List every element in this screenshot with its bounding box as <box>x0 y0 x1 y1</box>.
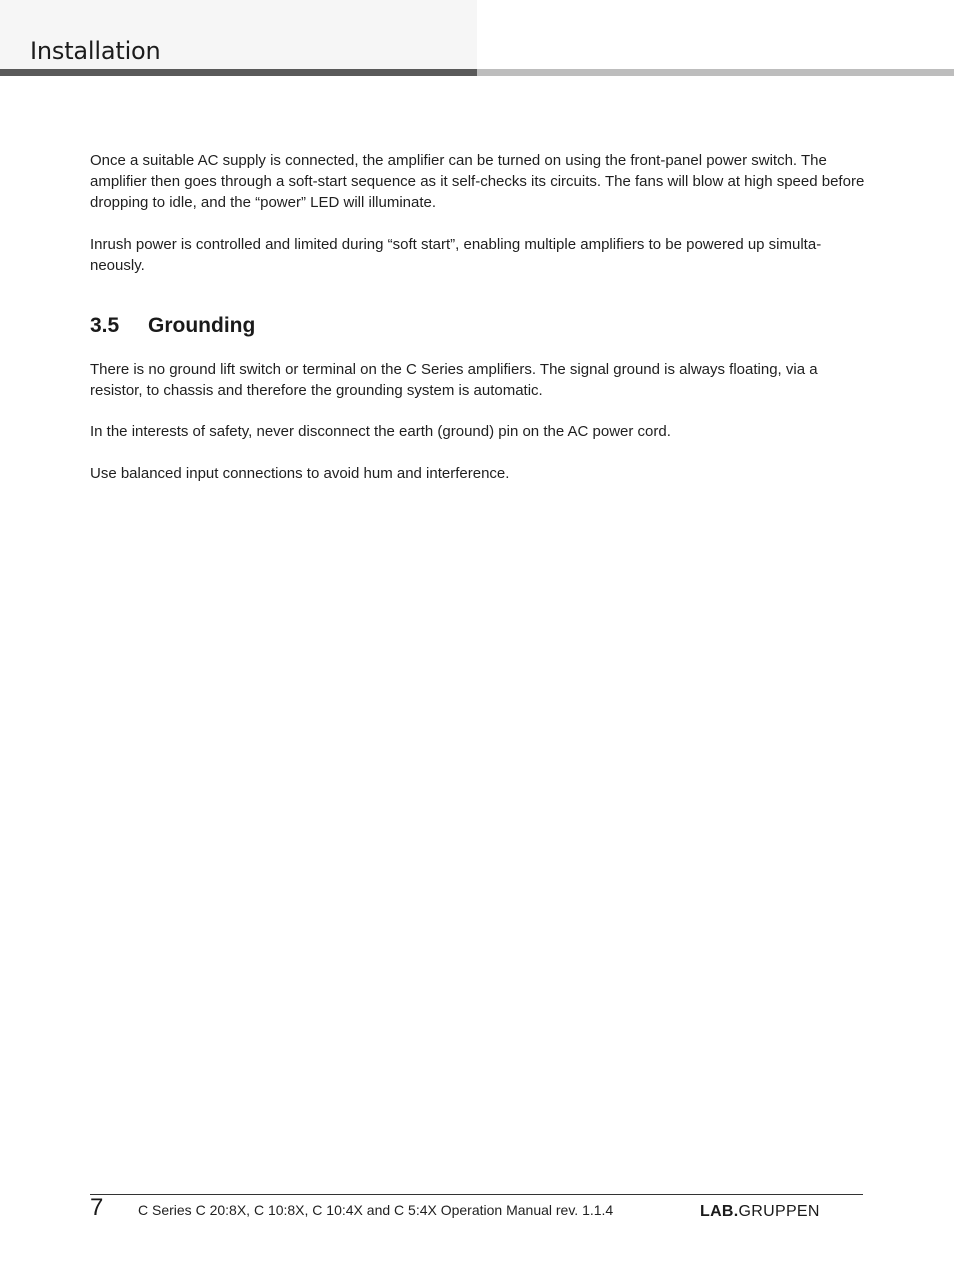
logo-gruppen-text: GRUPPEN <box>738 1203 820 1220</box>
page-number: 7 <box>90 1194 104 1221</box>
paragraph-balanced-input: Use balanced input connections to avoid hum and interference. <box>90 465 510 482</box>
section-number: 3.5 <box>90 314 120 337</box>
brand-logo <box>700 1200 820 1224</box>
footer-manual-title: C Series C 20:8X, C 10:8X, C 10:4X and C 5:4X Operation Manual rev. 1.1.4 <box>138 1202 614 1218</box>
section-heading <box>90 312 255 340</box>
paragraph-ground-lift: There is no ground lift switch or terminal on the C Series amplifiers. The signal ground is always floating, via a resistor, to chassis and therefore the grounding system is automatic. <box>90 361 818 399</box>
paragraph-power-on: Once a suitable AC supply is connected, the amplifier can be turned on using the front-panel power switch. The amplifier then goes through a soft-start sequence as it self-checks its circuits. The fans will blow at high speed before dropping to idle, and the “power” LED will illuminate. <box>90 152 865 211</box>
header-rule-light <box>477 69 954 76</box>
paragraph-safety: In the interests of safety, never disconnect the earth (ground) pin on the AC power cord. <box>90 423 671 440</box>
logo-lab-text: LAB. <box>700 1203 739 1220</box>
header-rule-dark <box>0 69 477 76</box>
section-title: Grounding <box>148 314 256 337</box>
paragraph-inrush: Inrush power is controlled and limited during “soft start”, enabling multiple amplifiers to be powered up simulta-neously. <box>90 236 822 274</box>
footer-rule <box>90 1194 863 1195</box>
page-title: Installation <box>30 37 161 65</box>
